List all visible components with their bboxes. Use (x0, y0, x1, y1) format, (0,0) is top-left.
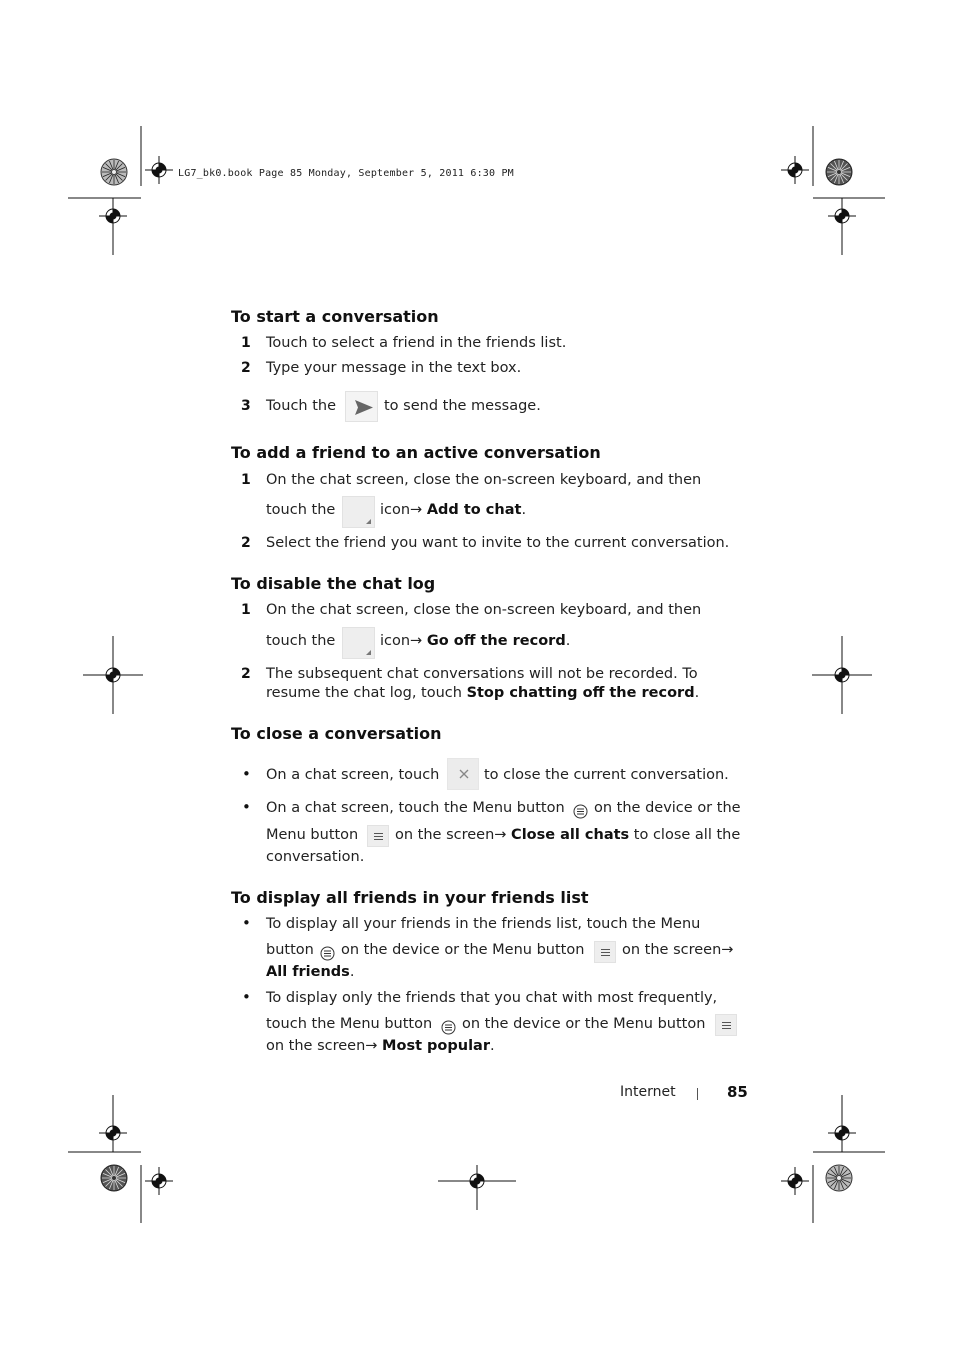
bullet-text: on the device or the Menu button (341, 942, 585, 958)
step-number: 3 (241, 398, 251, 414)
menu-icon (715, 1014, 737, 1036)
menu-option-add-to-chat: Add to chat (426, 502, 522, 518)
menu-option-stop-off-record: Stop chatting off the record (466, 685, 695, 701)
device-menu-icon (573, 804, 588, 819)
step-text: resume the chat log, touch Stop chatting off the record. (266, 685, 700, 701)
registration-mark-icon (781, 156, 809, 184)
step-number: 2 (241, 535, 251, 551)
bullet-text: touch the Menu button (266, 1016, 433, 1032)
step-text: Type your message in the text box. (266, 360, 522, 376)
device-menu-icon (441, 1020, 456, 1035)
step-text: touch the (266, 633, 336, 649)
step-text: touch the (266, 502, 336, 518)
menu-option-go-off-record: Go off the record (426, 633, 566, 649)
footer-divider (697, 1088, 698, 1100)
bullet-text: on the device or the Menu button (462, 1016, 706, 1032)
color-wheel-icon (101, 1165, 127, 1191)
color-wheel-icon (101, 159, 127, 185)
registration-mark-icon (781, 1167, 809, 1195)
close-icon (447, 758, 479, 790)
menu-icon (342, 496, 375, 528)
send-icon (346, 392, 379, 423)
color-wheel-icon (826, 1165, 852, 1191)
registration-mark-icon (145, 1167, 173, 1195)
menu-icon (342, 627, 375, 659)
step-number: 1 (241, 472, 251, 488)
send-button-illustration (345, 391, 378, 422)
menu-option-most-popular: Most popular (382, 1038, 490, 1054)
bullet-text: button (266, 942, 314, 958)
menu-icon (594, 941, 616, 963)
step-text: On the chat screen, close the on-screen keyboard, and then (266, 472, 702, 488)
step-number: 1 (241, 335, 251, 351)
bullet-text: on the screen→ (622, 942, 734, 958)
page-number: 85 (727, 1083, 748, 1101)
bullet: • (242, 914, 251, 932)
section-heading-add: To add a friend to an active conversation (231, 443, 601, 462)
step-text: On the chat screen, close the on-screen keyboard, and then (266, 602, 702, 618)
bullet-text: on the screen→ Most popular. (266, 1038, 495, 1054)
bullet: • (242, 765, 251, 783)
bullet: • (242, 988, 251, 1006)
color-wheel-icon (826, 159, 852, 185)
step-number: 1 (241, 602, 251, 618)
menu-icon (367, 825, 389, 847)
bullet-text: Menu button (266, 827, 359, 843)
bullet-text: To display only the friends that you chat with most frequently, (266, 990, 718, 1006)
menu-option-close-all-chats: Close all chats (511, 827, 630, 843)
step-text: The subsequent chat conversations will not be recorded. To (266, 666, 698, 682)
bullet-text: On a chat screen, touch (266, 767, 440, 783)
device-menu-icon (320, 946, 335, 961)
step-number: 2 (241, 666, 251, 682)
bullet-text: conversation. (266, 849, 365, 865)
menu-option-all-friends: All friends (266, 964, 350, 980)
bullet: • (242, 798, 251, 816)
step-number: 2 (241, 360, 251, 376)
step-text: to send the message. (384, 398, 541, 414)
print-slug: LG7_bk0.book Page 85 Monday, September 5, 2011 6:30 PM (178, 168, 514, 179)
registration-mark-icon (145, 156, 173, 184)
bullet-text: To display all your friends in the friends list, touch the Menu (266, 916, 701, 932)
step-text: icon→ Go off the record. (380, 633, 571, 649)
section-heading-close: To close a conversation (231, 724, 442, 743)
section-heading-display: To display all friends in your friends list (231, 888, 589, 907)
step-text: icon→ Add to chat. (380, 502, 527, 518)
bullet-text: All friends. (266, 964, 355, 980)
bullet-text: on the screen→ Close all chats to close all the (395, 827, 741, 843)
step-text: Touch the (266, 398, 337, 414)
footer-section-name: Internet (620, 1084, 676, 1100)
bullet-text: to close the current conversation. (484, 767, 729, 783)
step-text: Select the friend you want to invite to the current conversation. (266, 535, 730, 551)
section-heading-start: To start a conversation (231, 307, 439, 326)
bullet-text: on the device or the (594, 800, 741, 816)
step-text: Touch to select a friend in the friends list. (266, 335, 567, 351)
section-heading-disable: To disable the chat log (231, 574, 436, 593)
bullet-text: On a chat screen, touch the Menu button (266, 800, 565, 816)
